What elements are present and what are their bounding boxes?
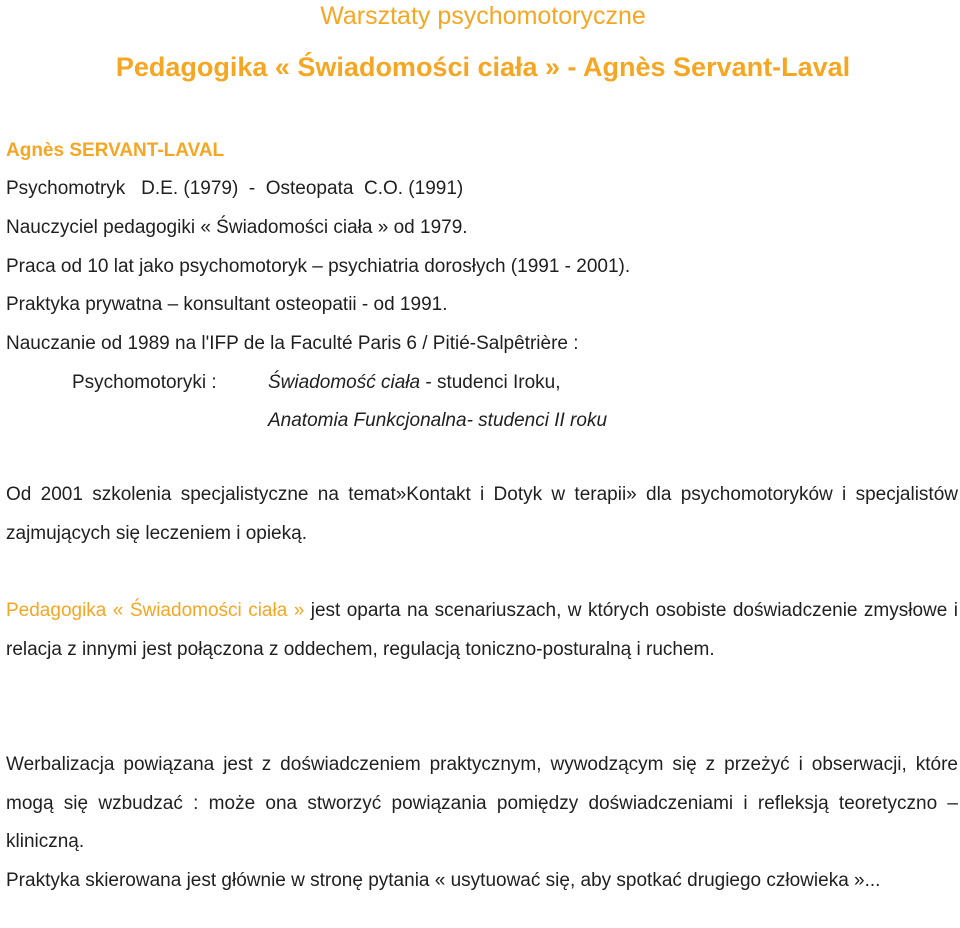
teaching-item-1-title: Świadomość ciała xyxy=(268,372,421,393)
document-subtitle: Pedagogika « Świadomości ciała » - Agnès Servant-Laval xyxy=(115,52,851,82)
bio-line-1: Psychomotryk D.E. (1979) - Osteopata C.O. (1991) xyxy=(6,178,464,199)
teaching-item-1-rest: - studenci Iroku, xyxy=(420,372,561,393)
paragraph-verbalization: Werbalizacja powiązana jest z doświadczeniem praktycznym, wywodzącym się z przeżyć i obserwacji, które mogą się wzbudzać : może ona stworzyć powiązania pomiędzy doświadczeniami i refleksją teoretyczno – kliniczną. xyxy=(6,754,958,852)
teaching-item-2: Anatomia Funkcjonalna- studenci II roku xyxy=(268,410,608,431)
bio-line-4: Praktyka prywatna – konsultant osteopatii - od 1991. xyxy=(6,294,448,315)
teaching-item-1 xyxy=(268,372,561,394)
bio-line-2: Nauczyciel pedagogiki « Świadomości ciała » od 1979. xyxy=(6,217,468,238)
teaching-label: Psychomotoryki : xyxy=(72,372,217,393)
paragraph-training: Od 2001 szkolenia specjalistyczne na temat»Kontakt i Dotyk w terapii» dla psychomotoryków i specjalistów zajmujących się leczeniem i opieką. xyxy=(6,484,958,544)
bio-line-3: Praca od 10 lat jako psychomotoryk – psychiatria dorosłych (1991 - 2001). xyxy=(6,256,631,277)
paragraph-practice: Praktyka skierowana jest głównie w stronę pytania « usytuować się, aby spotkać drugiego człowieka »... xyxy=(6,870,881,891)
paragraph-pedagogy xyxy=(6,592,958,669)
pedagogy-text: jest oparta na scenariuszach, w których osobiste doświadczenie zmysłowe i relacja z innymi jest połączona z oddechem, regulacją toniczno-posturalną i ruchem. xyxy=(6,600,958,660)
pedagogy-lead: Pedagogika « Świadomości ciała » xyxy=(6,600,305,621)
author-name: Agnès SERVANT-LAVAL xyxy=(6,140,225,161)
document-title: Warsztaty psychomotoryczne xyxy=(320,2,646,30)
bio-line-5: Nauczanie od 1989 na l'IFP de la Faculté Paris 6 / Pitié-Salpêtrière : xyxy=(6,333,579,354)
